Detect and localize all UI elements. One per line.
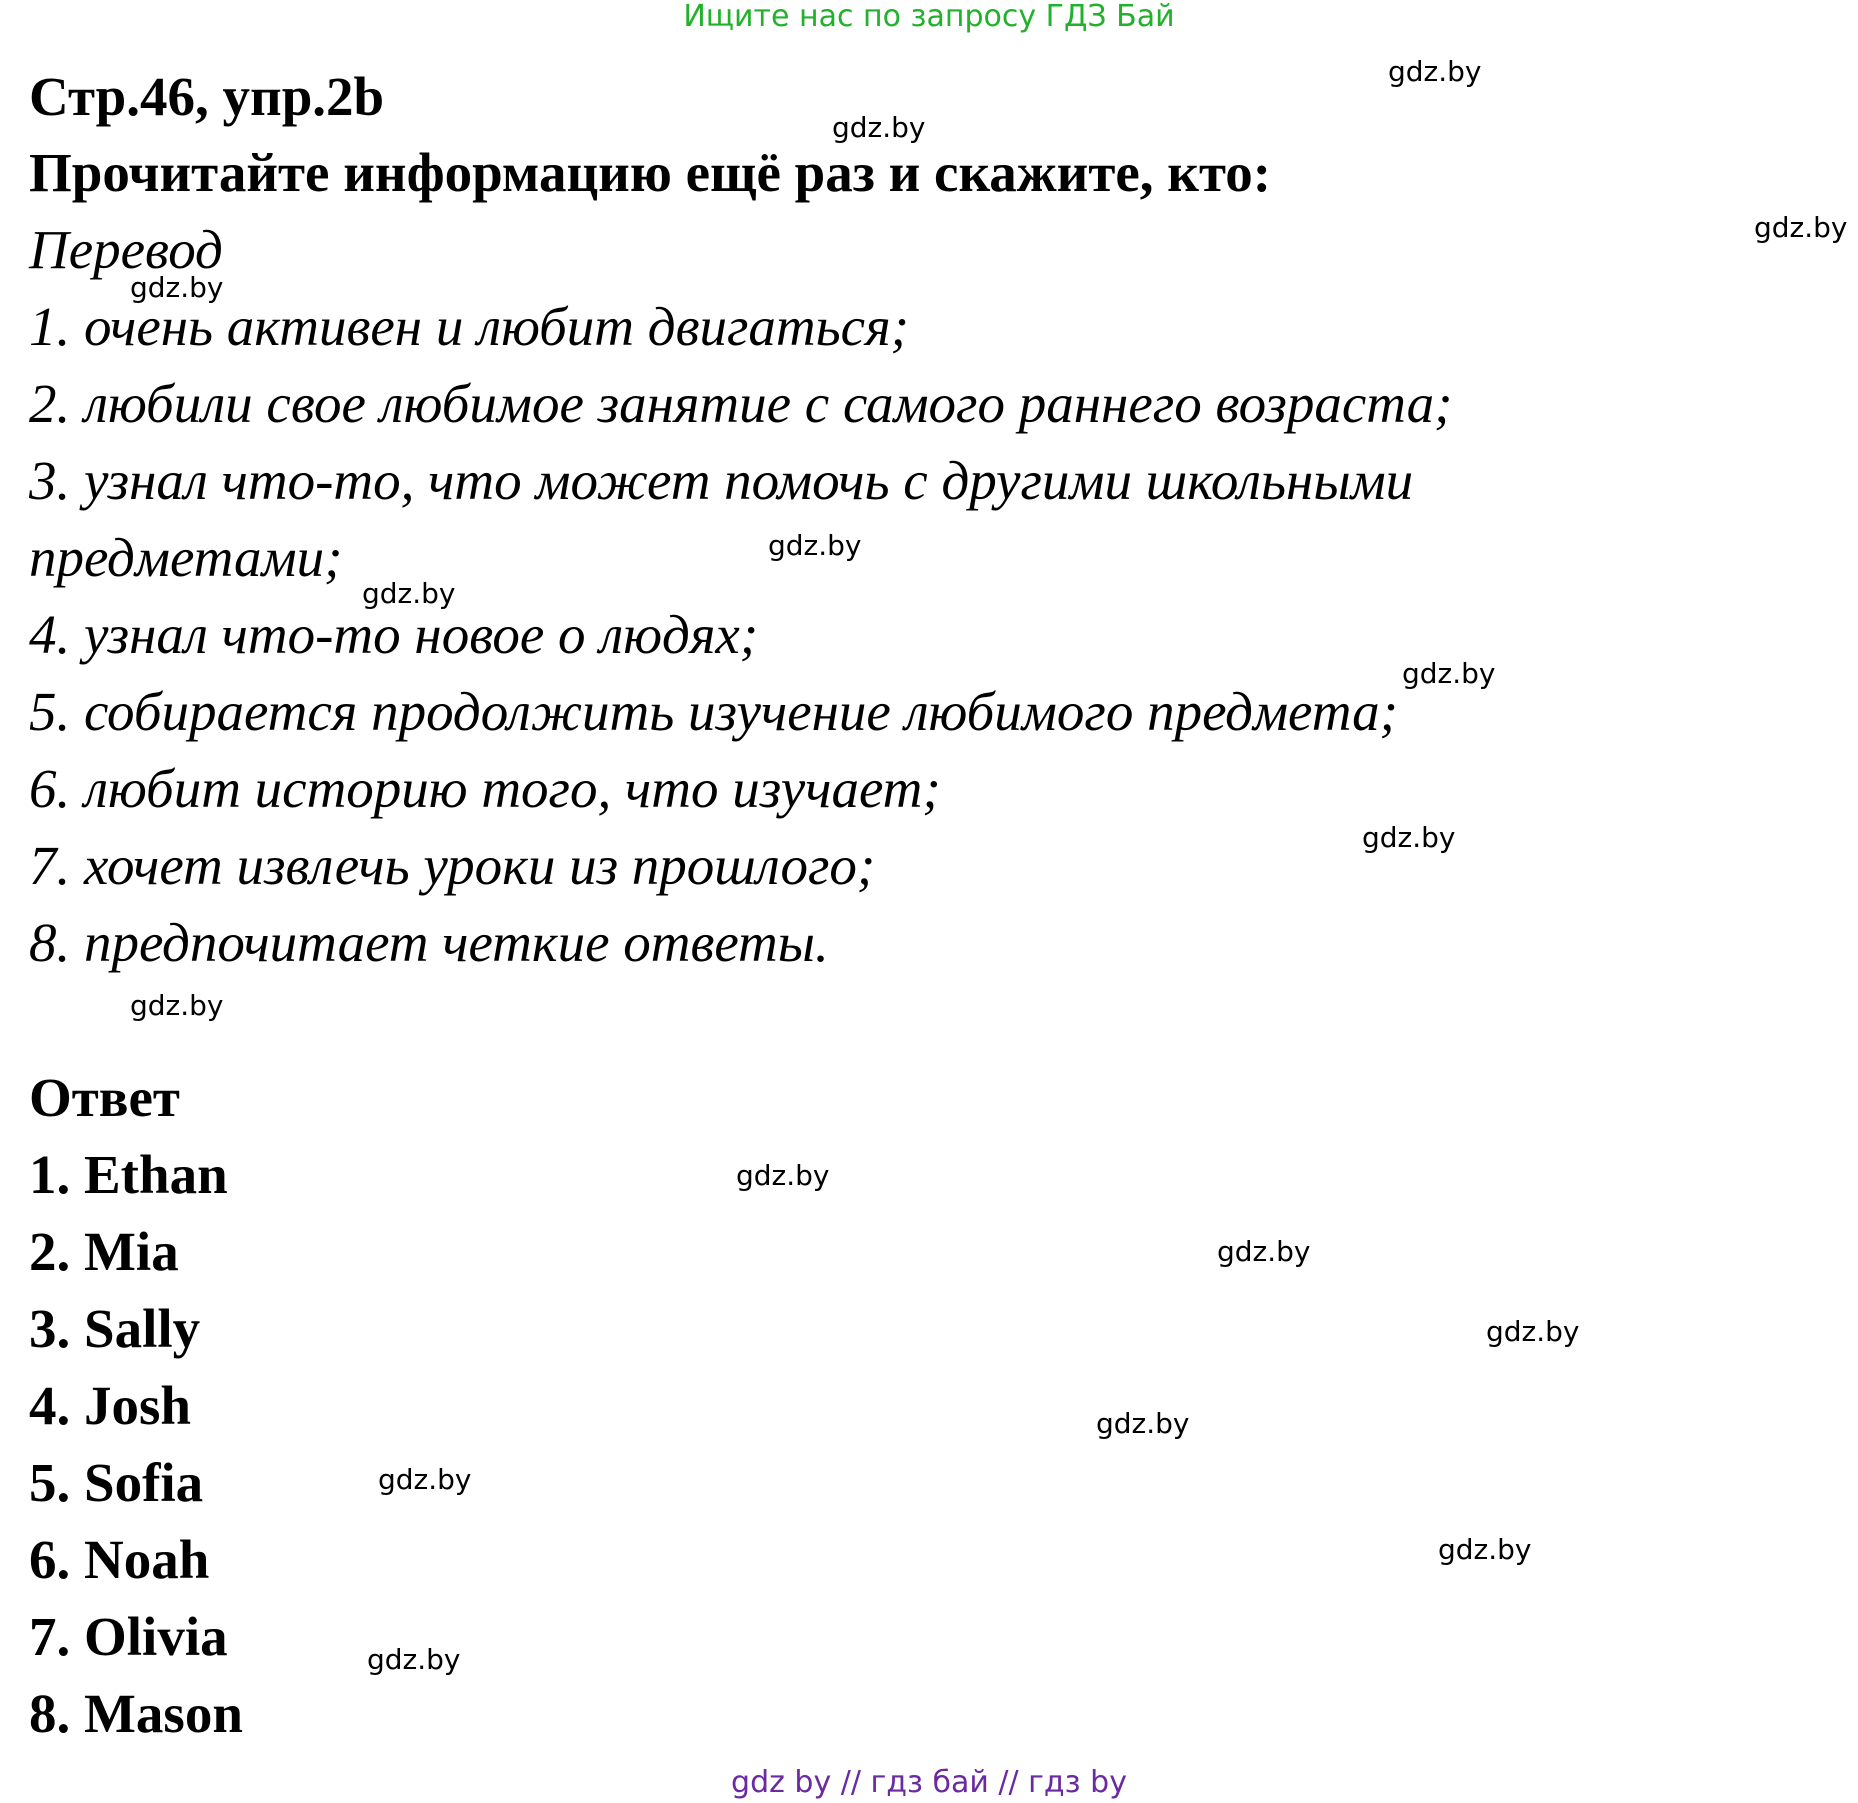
translation-line: 2. любили свое любимое занятие с самого раннего возраста;: [29, 373, 1453, 434]
watermark-text: gdz.by: [362, 577, 456, 610]
watermark-text: gdz.by: [1096, 1407, 1190, 1440]
watermark-text: gdz.by: [367, 1643, 461, 1676]
watermark-text: gdz.by: [378, 1463, 472, 1496]
translation-line: 7. хочет извлечь уроки из прошлого;: [29, 835, 876, 896]
watermark-text: gdz.by: [1754, 211, 1848, 244]
watermark-text: gdz.by: [1217, 1235, 1311, 1268]
translation-line: 3. узнал что-то, что может помочь с другими школьными: [29, 450, 1414, 511]
answer-item: 5. Sofia: [29, 1452, 204, 1513]
watermark-text: gdz.by: [832, 111, 926, 144]
translation-line: 6. любит историю того, что изучает;: [29, 758, 941, 819]
translation-line: 5. собирается продолжить изучение любимого предмета;: [29, 681, 1398, 742]
task-heading: Прочитайте информацию ещё раз и скажите, кто:: [29, 142, 1272, 203]
answer-item: 8. Mason: [29, 1683, 243, 1744]
answer-heading: Ответ: [29, 1067, 180, 1128]
answer-item: 1. Ethan: [29, 1144, 228, 1205]
watermark-text: gdz.by: [736, 1159, 830, 1192]
translation-line: 1. очень активен и любит двигаться;: [29, 296, 909, 357]
watermark-text: gdz.by: [130, 989, 224, 1022]
translation-line: 8. предпочитает четкие ответы.: [29, 912, 829, 973]
translation-line: предметами;: [29, 527, 343, 588]
answer-item: 6. Noah: [29, 1529, 210, 1590]
watermark-text: gdz.by: [1402, 657, 1496, 690]
watermark-text: gdz.by: [130, 271, 224, 304]
watermark-text: gdz.by: [768, 529, 862, 562]
page-title: Стр.46, упр.2b: [29, 66, 385, 127]
answer-item: 4. Josh: [29, 1375, 191, 1436]
watermark-text: gdz.by: [1362, 821, 1456, 854]
watermark-text: gdz.by: [1438, 1533, 1532, 1566]
answer-item: 7. Olivia: [29, 1606, 228, 1667]
answer-item: 2. Mia: [29, 1221, 179, 1282]
answer-item: 3. Sally: [29, 1298, 201, 1359]
watermark-text: gdz.by: [1388, 55, 1482, 88]
top-banner: Ищите нас по запросу ГДЗ Бай: [683, 0, 1175, 34]
watermark-text: gdz.by: [1486, 1315, 1580, 1348]
translation-label: Перевод: [29, 219, 223, 280]
translation-line: 4. узнал что-то новое о людях;: [29, 604, 759, 665]
footer-links: gdz by // гдз бай // гдз by: [731, 1765, 1127, 1800]
